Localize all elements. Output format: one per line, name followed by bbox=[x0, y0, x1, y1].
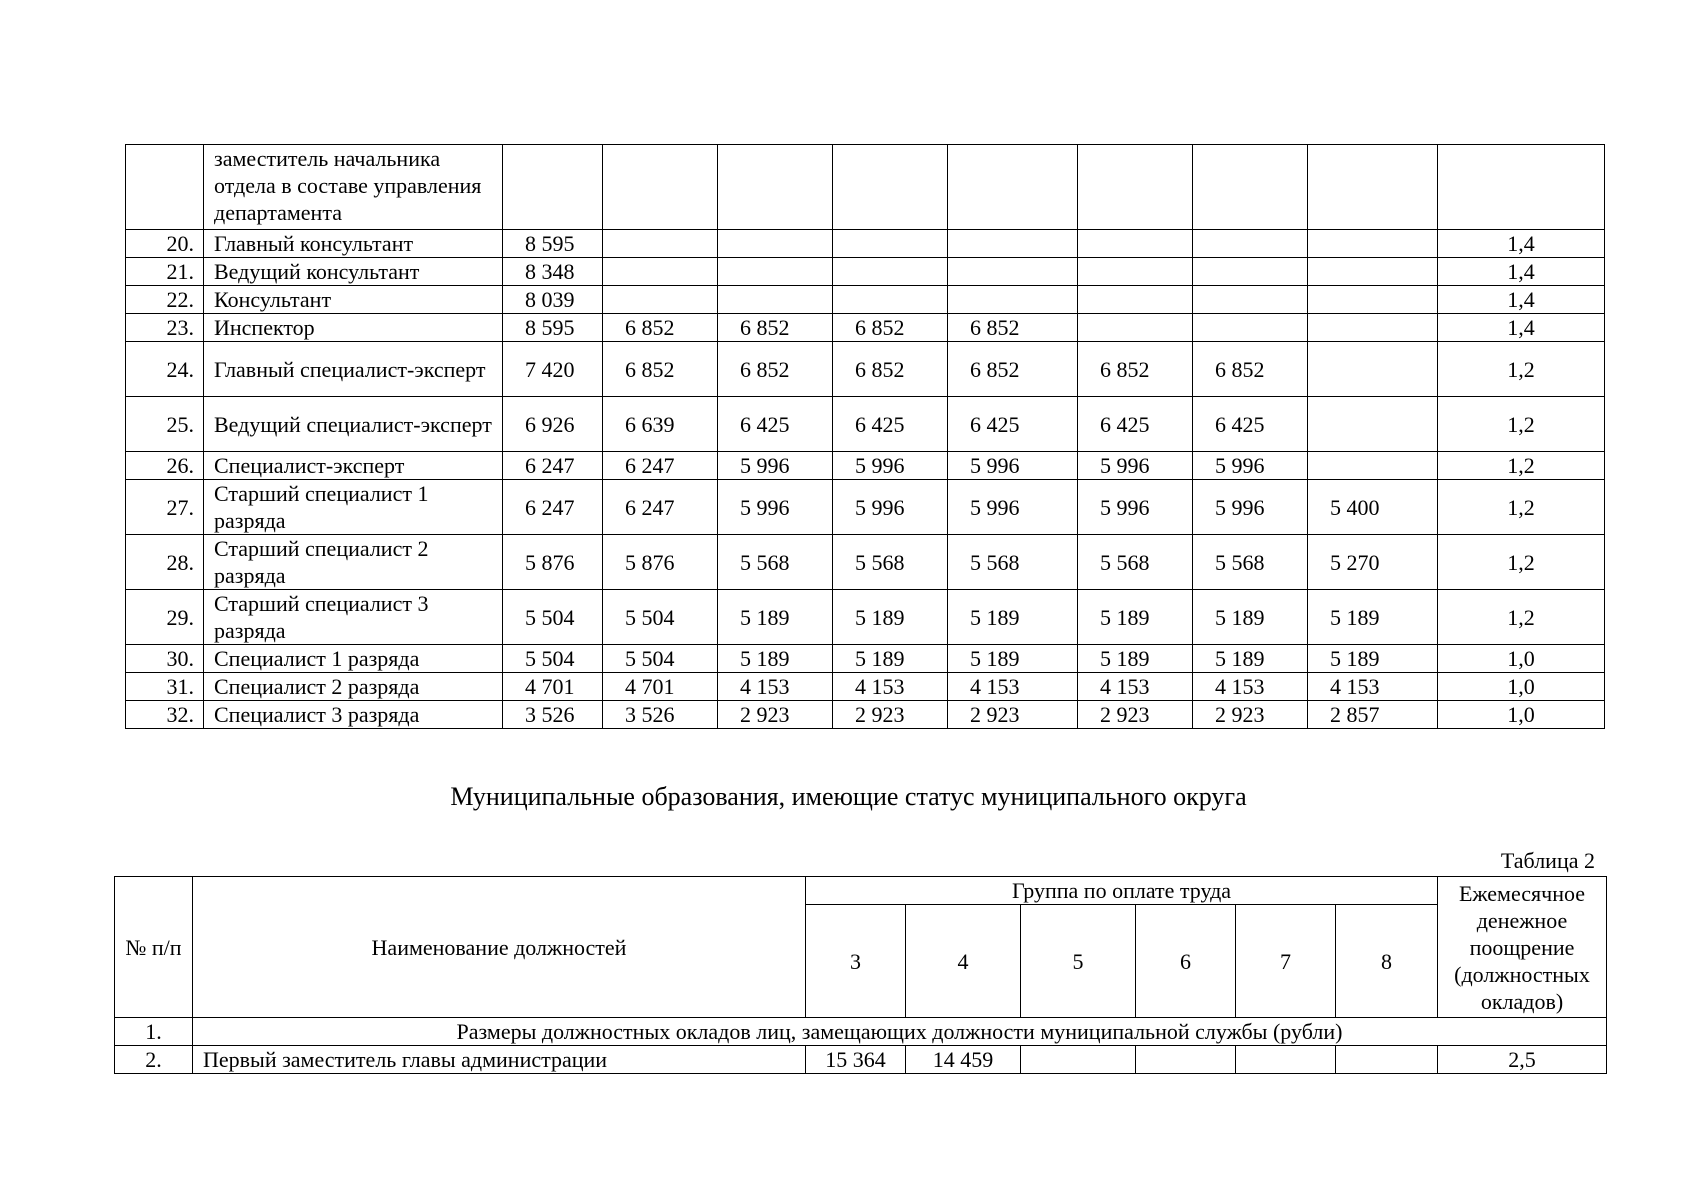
row-coef: 1,2 bbox=[1438, 397, 1605, 452]
header-group: Группа по оплате труда bbox=[806, 877, 1438, 905]
row-value bbox=[503, 145, 603, 230]
row-value bbox=[1308, 452, 1438, 480]
row-num: 29. bbox=[126, 590, 204, 645]
row-coef: 1,4 bbox=[1438, 230, 1605, 258]
row-value bbox=[1193, 145, 1308, 230]
row-value bbox=[1308, 397, 1438, 452]
row-value: 5 996 bbox=[1193, 480, 1308, 535]
row-coef: 1,4 bbox=[1438, 286, 1605, 314]
table-row bbox=[126, 701, 1605, 729]
row-name: Главный консультант bbox=[204, 230, 503, 258]
row-value: 2 857 bbox=[1308, 701, 1438, 729]
row-value: 3 526 bbox=[503, 701, 603, 729]
row-value: 6 852 bbox=[603, 342, 718, 397]
row-value: 6 425 bbox=[833, 397, 948, 452]
table-row bbox=[126, 397, 1605, 452]
row-value: 4 701 bbox=[603, 673, 718, 701]
table-row bbox=[126, 645, 1605, 673]
row-name: Ведущий консультант bbox=[204, 258, 503, 286]
table-row bbox=[126, 230, 1605, 258]
row-value: 6 852 bbox=[718, 314, 833, 342]
header-num: № п/п bbox=[115, 877, 193, 1018]
row-value bbox=[1308, 314, 1438, 342]
row-value: 6 926 bbox=[503, 397, 603, 452]
row-num: 20. bbox=[126, 230, 204, 258]
table-row bbox=[126, 314, 1605, 342]
row-coef: 1,2 bbox=[1438, 480, 1605, 535]
row-value: 5 189 bbox=[1308, 590, 1438, 645]
row-value: 6 425 bbox=[1193, 397, 1308, 452]
section-heading: Муниципальные образования, имеющие статус муниципального округа bbox=[450, 782, 1247, 811]
row-value: 5 996 bbox=[833, 480, 948, 535]
section-row-text: Размеры должностных окладов лиц, замещающих должности муниципальной службы (рубли) bbox=[193, 1018, 1607, 1046]
row-value bbox=[1336, 1046, 1438, 1074]
row-value: 5 189 bbox=[1078, 590, 1193, 645]
table-row bbox=[115, 1018, 1607, 1046]
row-name: заместитель начальника отдела в составе управления департамента bbox=[204, 145, 503, 230]
row-value: 5 400 bbox=[1308, 480, 1438, 535]
row-name: Старший специалист 3 разряда bbox=[204, 590, 503, 645]
row-value: 5 189 bbox=[948, 590, 1078, 645]
row-num: 22. bbox=[126, 286, 204, 314]
table-header-row bbox=[115, 877, 1607, 905]
row-num: 27. bbox=[126, 480, 204, 535]
table-row bbox=[126, 452, 1605, 480]
row-value: 5 189 bbox=[833, 590, 948, 645]
row-value: 5 568 bbox=[833, 535, 948, 590]
table-row bbox=[126, 342, 1605, 397]
row-value bbox=[833, 258, 948, 286]
row-value: 6 247 bbox=[603, 452, 718, 480]
row-value: 5 996 bbox=[1078, 480, 1193, 535]
row-value: 5 876 bbox=[503, 535, 603, 590]
row-value: 8 595 bbox=[503, 230, 603, 258]
row-value: 2 923 bbox=[1078, 701, 1193, 729]
row-coef: 1,2 bbox=[1438, 342, 1605, 397]
row-value: 2 923 bbox=[833, 701, 948, 729]
row-value: 4 153 bbox=[1078, 673, 1193, 701]
row-value: 4 701 bbox=[503, 673, 603, 701]
row-value: 6 425 bbox=[1078, 397, 1193, 452]
row-value: 5 568 bbox=[718, 535, 833, 590]
row-value: 5 504 bbox=[503, 645, 603, 673]
row-num: 25. bbox=[126, 397, 204, 452]
header-group-8: 8 bbox=[1336, 905, 1438, 1018]
row-value: 8 039 bbox=[503, 286, 603, 314]
row-value: 6 852 bbox=[833, 342, 948, 397]
row-value bbox=[1078, 286, 1193, 314]
row-value bbox=[1078, 145, 1193, 230]
row-value bbox=[948, 230, 1078, 258]
row-value bbox=[603, 286, 718, 314]
header-group-7: 7 bbox=[1236, 905, 1336, 1018]
row-value: 4 153 bbox=[1193, 673, 1308, 701]
row-name: Инспектор bbox=[204, 314, 503, 342]
row-value: 5 189 bbox=[1078, 645, 1193, 673]
row-value: 5 270 bbox=[1308, 535, 1438, 590]
row-value bbox=[1308, 145, 1438, 230]
row-value: 5 996 bbox=[1193, 452, 1308, 480]
row-value bbox=[718, 145, 833, 230]
row-num: 23. bbox=[126, 314, 204, 342]
row-value: 5 504 bbox=[603, 590, 718, 645]
row-value bbox=[1193, 314, 1308, 342]
row-value: 6 247 bbox=[503, 480, 603, 535]
row-name: Специалист 1 разряда bbox=[204, 645, 503, 673]
header-name: Наименование должностей bbox=[193, 877, 806, 1018]
row-value: 6 852 bbox=[718, 342, 833, 397]
row-value bbox=[1308, 342, 1438, 397]
table-row bbox=[126, 673, 1605, 701]
row-value: 5 504 bbox=[503, 590, 603, 645]
row-value: 2 923 bbox=[718, 701, 833, 729]
row-value bbox=[948, 258, 1078, 286]
row-value: 2 923 bbox=[948, 701, 1078, 729]
table-row bbox=[126, 590, 1605, 645]
row-value bbox=[718, 230, 833, 258]
row-value: 5 189 bbox=[833, 645, 948, 673]
row-value bbox=[1308, 258, 1438, 286]
row-value bbox=[833, 286, 948, 314]
row-value: 3 526 bbox=[603, 701, 718, 729]
row-value: 15 364 bbox=[806, 1046, 906, 1074]
row-value: 2 923 bbox=[1193, 701, 1308, 729]
row-value: 6 639 bbox=[603, 397, 718, 452]
row-value: 6 247 bbox=[603, 480, 718, 535]
row-value: 14 459 bbox=[906, 1046, 1021, 1074]
row-value: 5 504 bbox=[603, 645, 718, 673]
row-value: 5 568 bbox=[948, 535, 1078, 590]
row-name: Специалист 3 разряда bbox=[204, 701, 503, 729]
header-group-5: 5 bbox=[1021, 905, 1136, 1018]
row-value bbox=[1136, 1046, 1236, 1074]
row-num: 31. bbox=[126, 673, 204, 701]
row-value bbox=[603, 145, 718, 230]
row-value bbox=[1236, 1046, 1336, 1074]
table-row bbox=[126, 258, 1605, 286]
row-value: 5 876 bbox=[603, 535, 718, 590]
row-num: 30. bbox=[126, 645, 204, 673]
row-value: 5 996 bbox=[718, 480, 833, 535]
row-num: 1. bbox=[115, 1018, 193, 1046]
table-row bbox=[126, 480, 1605, 535]
salary-table-2 bbox=[114, 876, 1607, 1074]
row-coef: 1,2 bbox=[1438, 590, 1605, 645]
row-num bbox=[126, 145, 204, 230]
row-name: Старший специалист 2 разряда bbox=[204, 535, 503, 590]
row-value bbox=[1078, 230, 1193, 258]
row-num: 28. bbox=[126, 535, 204, 590]
row-name: Старший специалист 1 разряда bbox=[204, 480, 503, 535]
row-value: 5 996 bbox=[1078, 452, 1193, 480]
row-value bbox=[603, 258, 718, 286]
row-value: 6 425 bbox=[718, 397, 833, 452]
row-coef: 1,2 bbox=[1438, 452, 1605, 480]
row-value: 6 852 bbox=[1078, 342, 1193, 397]
row-value: 5 189 bbox=[1193, 645, 1308, 673]
row-value bbox=[1078, 258, 1193, 286]
row-value: 6 852 bbox=[948, 314, 1078, 342]
row-value: 5 189 bbox=[718, 590, 833, 645]
row-coef: 1,4 bbox=[1438, 314, 1605, 342]
row-value bbox=[1193, 286, 1308, 314]
row-value bbox=[1308, 230, 1438, 258]
table-row bbox=[126, 535, 1605, 590]
header-group-3: 3 bbox=[806, 905, 906, 1018]
row-value bbox=[1193, 258, 1308, 286]
row-value: 6 852 bbox=[1193, 342, 1308, 397]
row-value: 8 348 bbox=[503, 258, 603, 286]
row-value: 5 996 bbox=[833, 452, 948, 480]
row-name: Первый заместитель главы администрации bbox=[193, 1046, 806, 1074]
row-num: 2. bbox=[115, 1046, 193, 1074]
row-value: 8 595 bbox=[503, 314, 603, 342]
row-value bbox=[718, 258, 833, 286]
row-value: 6 852 bbox=[833, 314, 948, 342]
row-value bbox=[948, 145, 1078, 230]
salary-table-continued bbox=[125, 144, 1605, 729]
table-row bbox=[126, 145, 1605, 230]
header-bonus: Ежемесячное денежное поощрение (должностных окладов) bbox=[1438, 877, 1607, 1018]
row-value bbox=[1193, 230, 1308, 258]
row-name: Консультант bbox=[204, 286, 503, 314]
row-value: 5 189 bbox=[1193, 590, 1308, 645]
row-num: 24. bbox=[126, 342, 204, 397]
row-value: 7 420 bbox=[503, 342, 603, 397]
row-value: 5 996 bbox=[948, 452, 1078, 480]
row-value: 6 247 bbox=[503, 452, 603, 480]
row-value: 4 153 bbox=[948, 673, 1078, 701]
row-value bbox=[718, 286, 833, 314]
row-value: 5 189 bbox=[948, 645, 1078, 673]
row-name: Специалист-эксперт bbox=[204, 452, 503, 480]
table-caption: Таблица 2 bbox=[1500, 848, 1595, 873]
row-value bbox=[833, 145, 948, 230]
row-name: Ведущий специалист-эксперт bbox=[204, 397, 503, 452]
row-value: 5 568 bbox=[1078, 535, 1193, 590]
header-group-4: 4 bbox=[906, 905, 1021, 1018]
row-num: 32. bbox=[126, 701, 204, 729]
row-value bbox=[603, 230, 718, 258]
row-value: 6 425 bbox=[948, 397, 1078, 452]
row-value: 5 189 bbox=[718, 645, 833, 673]
row-coef: 2,5 bbox=[1438, 1046, 1607, 1074]
row-value: 4 153 bbox=[833, 673, 948, 701]
row-coef bbox=[1438, 145, 1605, 230]
row-value: 6 852 bbox=[948, 342, 1078, 397]
row-coef: 1,0 bbox=[1438, 673, 1605, 701]
row-name: Главный специалист-эксперт bbox=[204, 342, 503, 397]
row-coef: 1,0 bbox=[1438, 645, 1605, 673]
row-name: Специалист 2 разряда bbox=[204, 673, 503, 701]
row-value bbox=[1078, 314, 1193, 342]
row-value: 5 996 bbox=[948, 480, 1078, 535]
row-value: 6 852 bbox=[603, 314, 718, 342]
table-row bbox=[115, 1046, 1607, 1074]
table-row bbox=[126, 286, 1605, 314]
row-value: 4 153 bbox=[718, 673, 833, 701]
row-coef: 1,0 bbox=[1438, 701, 1605, 729]
row-num: 21. bbox=[126, 258, 204, 286]
row-value: 5 568 bbox=[1193, 535, 1308, 590]
row-value bbox=[948, 286, 1078, 314]
row-value bbox=[1308, 286, 1438, 314]
row-num: 26. bbox=[126, 452, 204, 480]
row-coef: 1,4 bbox=[1438, 258, 1605, 286]
row-value: 4 153 bbox=[1308, 673, 1438, 701]
row-value: 5 189 bbox=[1308, 645, 1438, 673]
row-coef: 1,2 bbox=[1438, 535, 1605, 590]
header-group-6: 6 bbox=[1136, 905, 1236, 1018]
row-value bbox=[1021, 1046, 1136, 1074]
row-value: 5 996 bbox=[718, 452, 833, 480]
row-value bbox=[833, 230, 948, 258]
